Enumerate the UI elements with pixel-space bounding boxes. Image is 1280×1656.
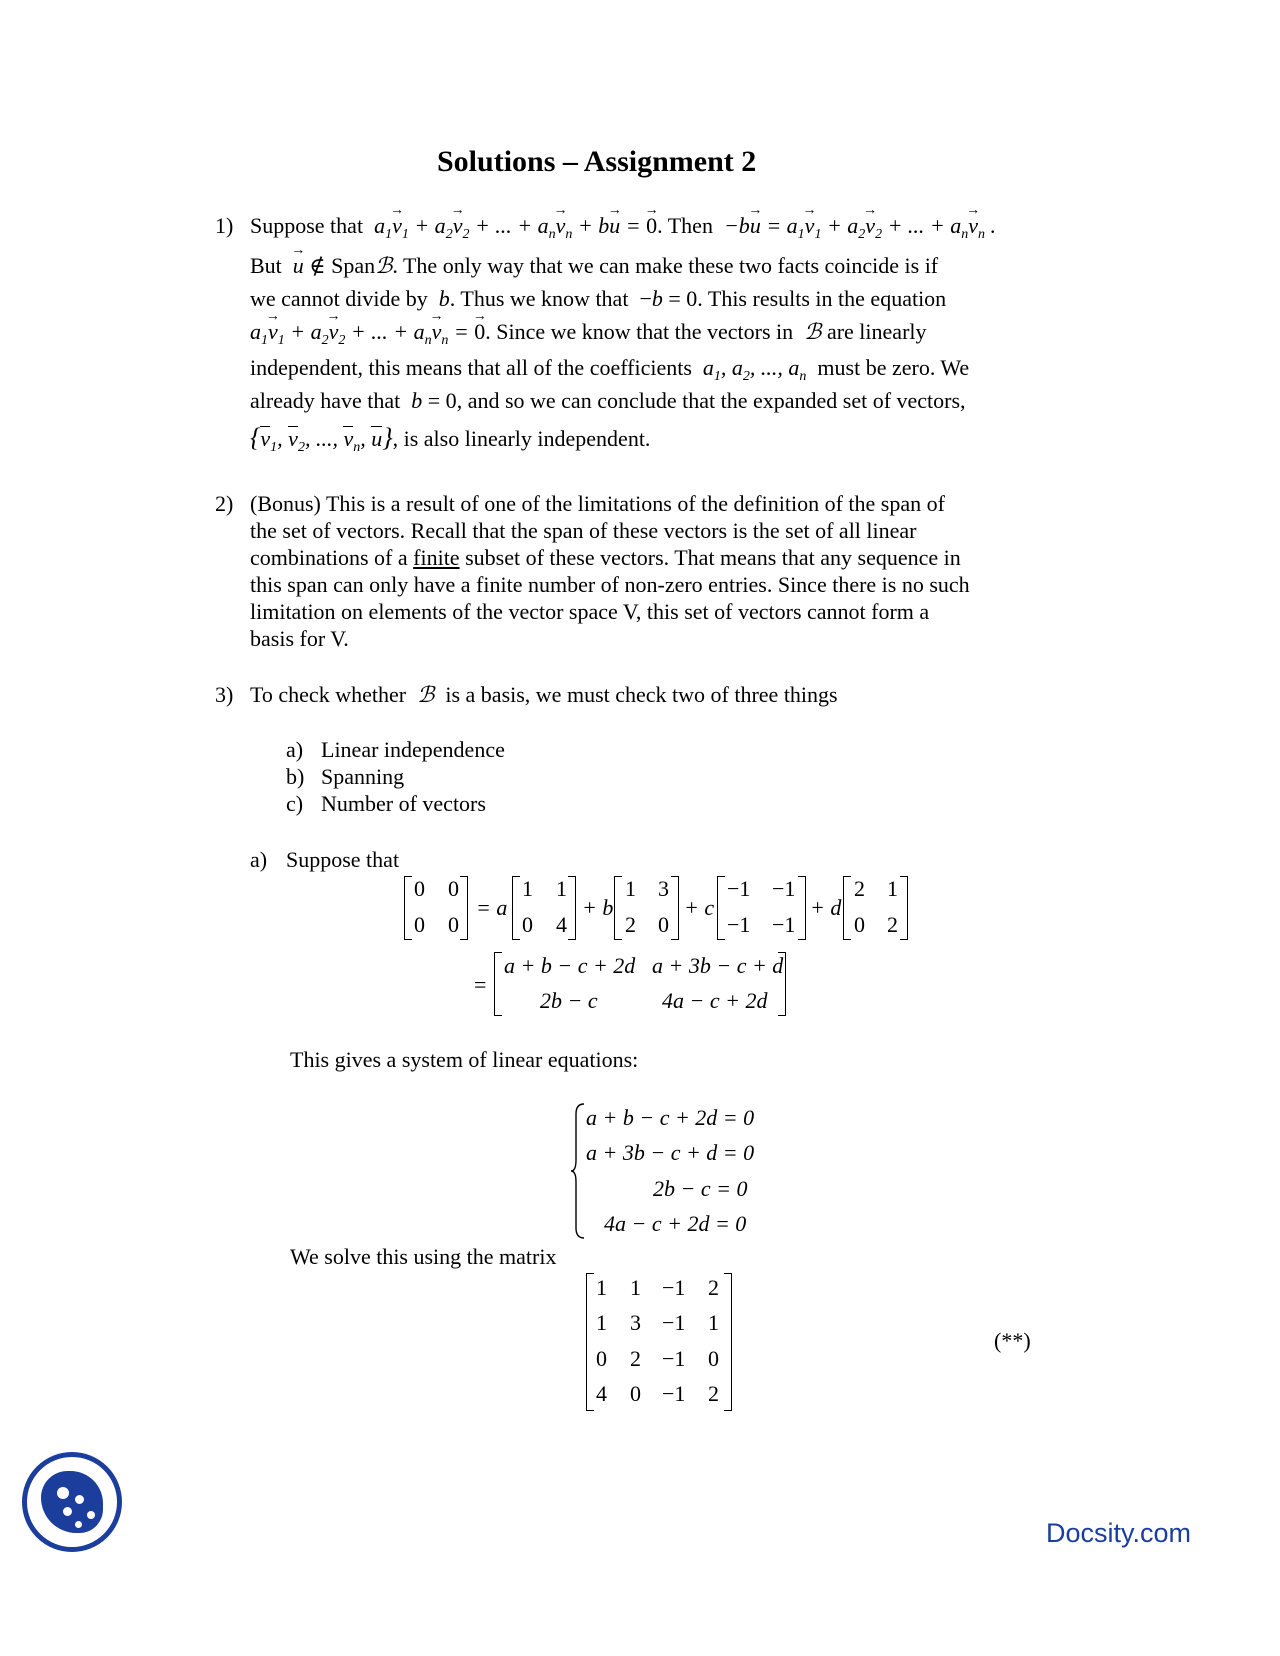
q2-line-6: basis for V. bbox=[250, 626, 349, 651]
q2-line-1: (Bonus) This is a result of one of the limitations of the definition of the span of bbox=[250, 491, 945, 516]
equation-tag: (**) bbox=[994, 1328, 1031, 1353]
docsity-logo-icon bbox=[22, 1452, 122, 1552]
q3-intro: To check whether ℬ is a basis, we must check two of three things bbox=[250, 682, 838, 707]
q3-item-text: Spanning bbox=[321, 764, 405, 789]
q2-underlined-word: finite bbox=[413, 545, 460, 570]
system-intro: This gives a system of linear equations: bbox=[290, 1047, 639, 1072]
q1-line-1 bbox=[250, 213, 996, 248]
q1-text: But bbox=[250, 253, 282, 278]
q1-line-3: we cannot divide by b. Thus we know that −b = 0. This results in the equation bbox=[250, 286, 947, 311]
q1-equation-1: $a_1\to v_1 + a_2\to v_2$ + ... + $a_n\to v_n + b\to u$ = → 0 bbox=[369, 213, 658, 238]
q1-text: , and so we can conclude that the expanded set of vectors, bbox=[456, 388, 966, 413]
q1-text: are linearly bbox=[826, 319, 927, 344]
q1-equation-3: $a_1\to v_1 + a_2\to v_2$ + ... + $a_n\to v_n$ = → 0 bbox=[250, 319, 485, 344]
q1-line-6: already have that b = 0, and so we can conclude that the expanded set of vectors, bbox=[250, 388, 966, 413]
q3a-text: Suppose that bbox=[286, 847, 400, 872]
q3-item-label: b) bbox=[286, 764, 305, 789]
q1-text: Span bbox=[331, 253, 376, 278]
docsity-brand-text: Docsity.com bbox=[1046, 1518, 1192, 1548]
q1-equation-2: $-b\to u = a_1\to v_1 + a_2\to v_2$ + ... + $a_n\to v_n$ . bbox=[718, 213, 996, 238]
q1-line-4: $a_1\to v_1 + a_2\to v_2$ + ... + $a_n\to v_n$ = → 0. Since we know that the vectors in ℬ are linearly bbox=[250, 319, 927, 354]
system-brace bbox=[570, 1102, 586, 1240]
q1-text: . The only way that we can make these two facts coincide is if bbox=[392, 253, 939, 278]
q1-math: → u ∉ bbox=[287, 253, 331, 278]
q1-line-7: {$v_1$, $v_2$, ..., $v_n$, u}, is also linearly independent. bbox=[250, 423, 651, 455]
q2-number: 2) bbox=[215, 491, 234, 516]
q1-line-2: But → u ∉ Spanℬ. The only way that we can make these two facts coincide is if bbox=[250, 253, 938, 279]
q1-text: must be zero. We bbox=[817, 355, 970, 380]
q2-text: combinations of a bbox=[250, 545, 408, 570]
q1-text: already have that bbox=[250, 388, 401, 413]
q1-line-5: independent, this means that all of the coefficients $a_1$, $a_2$, ..., $a_n$ must be zero. We bbox=[250, 355, 970, 384]
q3-item-text: Number of vectors bbox=[321, 791, 486, 816]
q3-item-label: c) bbox=[286, 791, 304, 816]
q2-line-4: this span can only have a finite number of non-zero entries. Since there is no such bbox=[250, 572, 970, 597]
matrix-intro: We solve this using the matrix bbox=[290, 1244, 557, 1269]
q1-text: , is also linearly independent. bbox=[392, 426, 651, 451]
q2-text: subset of these vectors. That means that any sequence in bbox=[465, 545, 961, 570]
q3-item-text: Linear independence bbox=[321, 737, 505, 762]
q3a-label: a) bbox=[250, 847, 268, 872]
q1-number: 1) bbox=[215, 213, 234, 238]
q1-text: . Then bbox=[657, 213, 713, 238]
q3-item-label: a) bbox=[286, 737, 304, 762]
q1-text: . This results in the equation bbox=[697, 286, 947, 311]
q1-text: Suppose that bbox=[250, 213, 364, 238]
page-title: Solutions – Assignment 2 bbox=[437, 145, 757, 178]
q1-text: . Since we know that the vectors in bbox=[485, 319, 794, 344]
q1-text: . Thus we know that bbox=[449, 286, 629, 311]
q2-line-3 bbox=[250, 545, 961, 571]
q3-number: 3) bbox=[215, 682, 234, 707]
q3-text: is a basis, we must check two of three things bbox=[445, 682, 838, 707]
q1-text: independent, this means that all of the coefficients bbox=[250, 355, 692, 380]
q2-line-5: limitation on elements of the vector space V, this set of vectors cannot form a bbox=[250, 599, 930, 624]
q1-text: we cannot divide by bbox=[250, 286, 428, 311]
q3-text: To check whether bbox=[250, 682, 407, 707]
q2-line-2: the set of vectors. Recall that the span of these vectors is the set of all linear bbox=[250, 518, 917, 543]
